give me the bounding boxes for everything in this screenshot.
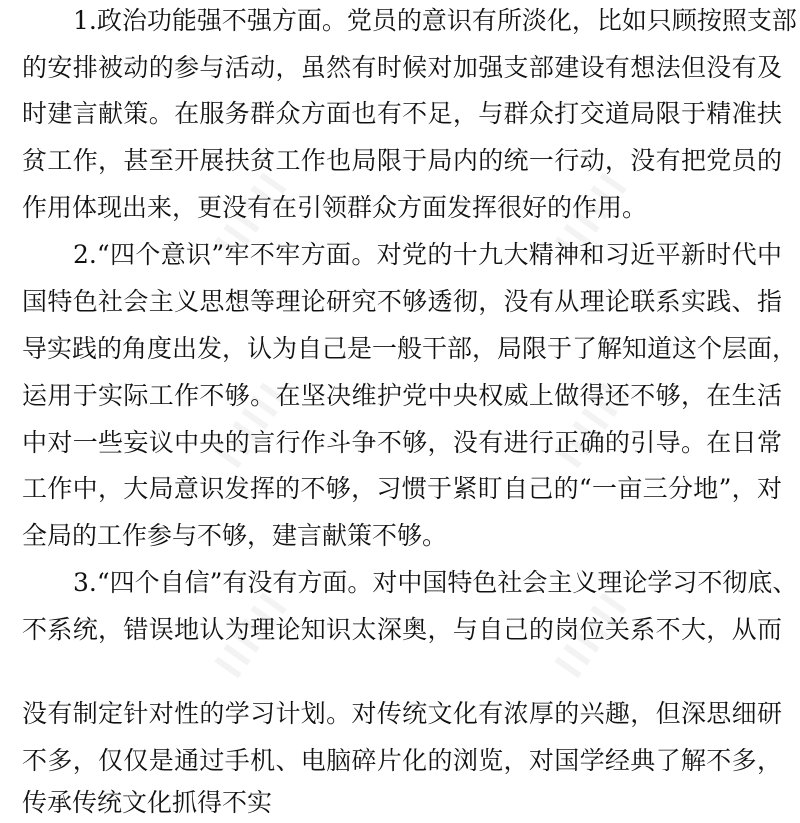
paragraph-2-line: 国特色社会主义思想等理论研究不够透彻，没有从理论联系实践、指 [22,287,782,316]
watermark-mark: IIIIII [545,581,638,686]
paragraph-1-line: 1.政治功能强不强方面。党员的意识有所淡化，比如只顾按照支部 [73,6,797,35]
paragraph-2-line: 导实践的角度出发，认为自己是一般干部，局限于了解知道这个层面， [22,334,798,363]
paragraph-1-line: 时建言献策。在服务群众方面也有不足，与群众打交道局限于精准扶 [22,99,782,128]
paragraph-3-line: 传承传统文化抓得不实 [22,788,273,817]
paragraph-3-line: 没有制定针对性的学习计划。对传统文化有浓厚的兴趣，但深思细研 [22,699,782,728]
paragraph-2-line: 2.“四个意识”牢不牢方面。对党的十九大精神和习近平新时代中 [73,240,782,269]
paragraph-2-line: 运用于实际工作不够。在坚决维护党中央权威上做得还不够，在生活 [22,381,782,410]
paragraph-2-line: 工作中，大局意识发挥的不够，习惯于紧盯自己的“一亩三分地”，对 [22,474,782,503]
watermark-mark: IIIIII [205,581,298,686]
paragraph-3-line: 不多，仅仅是通过手机、电脑碎片化的浏览，对国学经典了解不多， [22,746,782,775]
paragraph-2-line: 中对一些妄议中央的言行作斗争不够，没有进行正确的引导。在日常 [22,428,782,457]
watermark-mark: IIIIII [545,161,638,266]
paragraph-1-line: 贫工作，甚至开展扶贫工作也局限于局内的统一行动，没有把党员的 [22,146,782,175]
paragraph-2-line: 全局的工作参与不够，建言献策不够。 [22,521,448,550]
watermark-mark: IIIIII [545,371,638,476]
paragraph-1-line: 的安排被动的参与活动，虽然有时候对加强支部建设有想法但没有及 [22,53,782,82]
watermark-mark: IIIIII [205,371,298,476]
paragraph-3-line: 不系统，错误地认为理论知识太深奥，与自己的岗位关系不大，从而 [22,615,782,644]
paragraph-1-line: 作用体现出来，更没有在引领群众方面发挥很好的作用。 [22,193,648,222]
watermark-mark: IIIIII [205,161,298,266]
paragraph-3-line: 3.“四个自信”有没有方面。对中国特色社会主义理论学习不彻底、 [73,568,798,597]
